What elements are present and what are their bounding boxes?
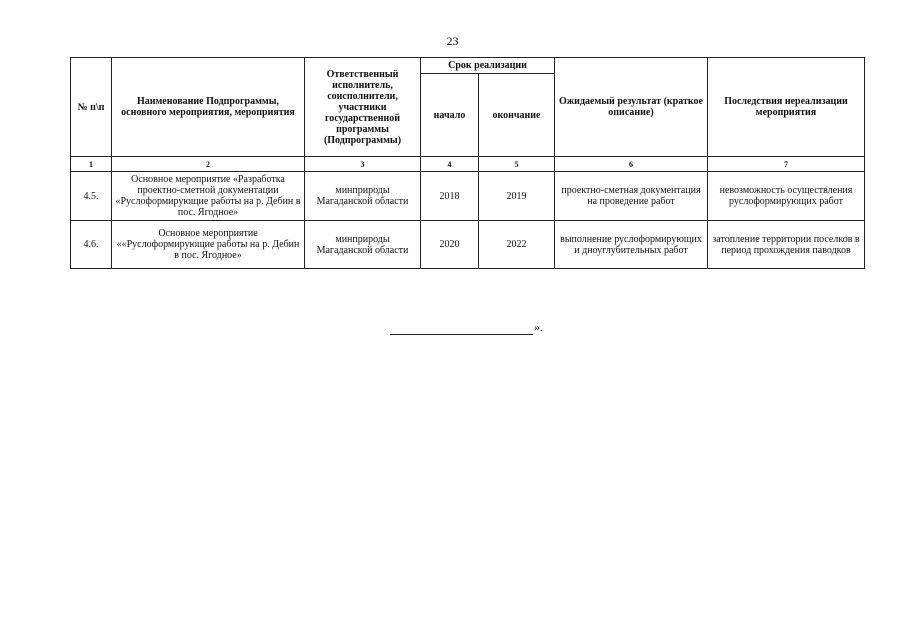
column-number: 3 [305,157,421,172]
row-name: Основное мероприятие «Разработка проектно-сметной документации «Руслоформирующие работы на р. Дебин в пос. Ягодное» [112,172,305,221]
row-responsible: минприроды Магаданской области [305,221,421,269]
page-number: 23 [446,34,459,48]
row-consequences: затопление территории поселков в период прохождения паводков [708,221,865,269]
row-start: 2018 [421,172,479,221]
header-result: Ожидаемый результат (краткое описание) [555,58,708,157]
header-responsible: Ответственный исполнитель, соисполнители, участники государственной программы (Подпрограммы) [305,58,421,157]
signature-line [390,322,533,335]
table-row [71,172,865,221]
column-number: 6 [555,157,708,172]
header-row-1 [71,58,865,74]
row-num: 4.5. [71,172,112,221]
row-start: 2020 [421,221,479,269]
header-consequences: Последствия нереализации мероприятия [708,58,865,157]
table-row [71,221,865,269]
row-end: 2019 [479,172,555,221]
header-num: № п\п [71,58,112,157]
row-name: Основное мероприятие ««Руслоформирующие работы на р. Дебин в пос. Ягодное» [112,221,305,269]
closing-mark [390,320,543,335]
row-num: 4.6. [71,221,112,269]
row-consequences: невозможность осуществления руслоформирующих работ [708,172,865,221]
closing-quote: ». [534,320,543,334]
row-result: выполнение руслоформирующих и дноуглубительных работ [555,221,708,269]
row-responsible: минприроды Магаданской области [305,172,421,221]
column-number: 4 [421,157,479,172]
header-end: окончание [479,74,555,157]
column-number: 5 [479,157,555,172]
program-activities-table [70,57,865,269]
header-name: Наименование Подпрограммы, основного мероприятия, мероприятия [112,58,305,157]
column-number: 1 [71,157,112,172]
column-number-row [71,157,865,172]
row-result: проектно-сметная документация на проведение работ [555,172,708,221]
row-end: 2022 [479,221,555,269]
column-number: 2 [112,157,305,172]
header-start: начало [421,74,479,157]
header-term: Срок реализации [421,58,555,74]
column-number: 7 [708,157,865,172]
